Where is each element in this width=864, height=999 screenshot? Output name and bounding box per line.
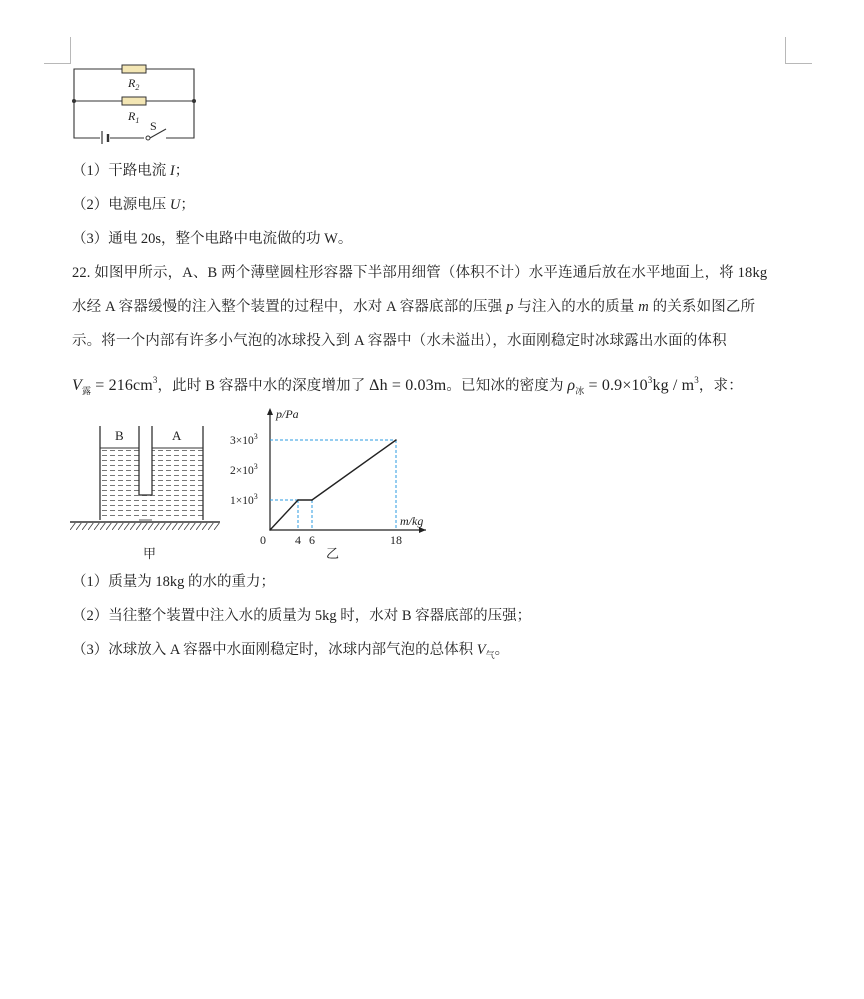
y-axis-arrow: [267, 408, 273, 415]
r1-label: $R_1$: [128, 109, 140, 125]
water-connector: [139, 495, 152, 520]
battery-symbol: [102, 131, 108, 144]
switch-pivot: [146, 136, 150, 140]
q22-part2: （2）当往整个装置中注入水的质量为 5kg 时，水对 B 容器底部的压强；: [72, 608, 532, 624]
x-tick-label-6: 6: [309, 533, 315, 547]
q21-part2: （2）电源电压 U；: [72, 197, 195, 213]
q22-stem-line4: $V_露 = 216cm^3$，此时 B 容器中水的深度增加了 Δh = 0.03m。已知冰的密度为 $\rho_冰 = 0.9\times 10^3kg / m^3$，求：: [72, 375, 743, 396]
q22-part1: （1）质量为 18kg 的水的重力；: [72, 574, 275, 590]
q22-stem-line2: 水经 A 容器缓慢的注入整个装置的过程中，水对 A 容器底部的压强 p 与注入的水的质量 m 的关系如图乙所: [72, 299, 756, 315]
q22-stem-line1: 22. 如图甲所示，A、B 两个薄壁圆柱形容器下半部用细管（体积不计）水平连通后放在水平地面上，将 18kg: [72, 265, 768, 281]
label-b: B: [115, 428, 124, 443]
resistor-r1: [122, 97, 146, 105]
caption-yi: 乙: [326, 546, 340, 561]
figure-yi-chart: [226, 404, 436, 564]
q21-part1: （1）干路电流 I；: [72, 163, 190, 179]
water-container-a: [152, 448, 203, 520]
label-a: A: [172, 428, 182, 443]
data-point-4: [297, 499, 299, 501]
x-tick-label-18: 18: [390, 533, 402, 547]
x-tick-label-4: 4: [295, 533, 301, 547]
circuit-diagram: [66, 60, 204, 144]
page-corner-mark-right: [785, 37, 812, 64]
resistor-r2: [122, 65, 146, 73]
y-axis-label: p/Pa: [276, 407, 299, 421]
y-tick-label-2000: $2\times 10^3$: [230, 462, 258, 477]
q22-part3: （3）冰球放入 A 容器中水面刚稳定时，冰球内部气泡的总体积 $V_气$。: [72, 642, 510, 660]
origin-label: 0: [260, 533, 266, 547]
switch-label: S: [150, 119, 157, 133]
r2-label: $R_2$: [128, 76, 140, 92]
ground-hatch: [70, 523, 220, 530]
data-point-6: [311, 499, 313, 501]
water-container-b: [100, 448, 139, 520]
y-tick-label-3000: $3\times 10^3$: [230, 432, 258, 447]
x-axis-label: m/kg: [400, 514, 424, 528]
q21-part3: （3）通电 20s，整个电路中电流做的功 W。: [72, 231, 353, 247]
y-tick-label-1000: $1\times 10^3$: [230, 492, 258, 507]
q22-stem-line3: 示。将一个内部有许多小气泡的冰球投入到 A 容器中（水未溢出），水面刚稳定时冰球露出水面的体积: [72, 333, 727, 349]
data-point-18: [395, 439, 397, 441]
data-line: [270, 440, 396, 530]
junction-left: [72, 99, 76, 103]
caption-jia: 甲: [143, 546, 157, 561]
figure-jia-containers: [70, 418, 220, 564]
junction-right: [192, 99, 196, 103]
data-point-0: [269, 529, 271, 531]
